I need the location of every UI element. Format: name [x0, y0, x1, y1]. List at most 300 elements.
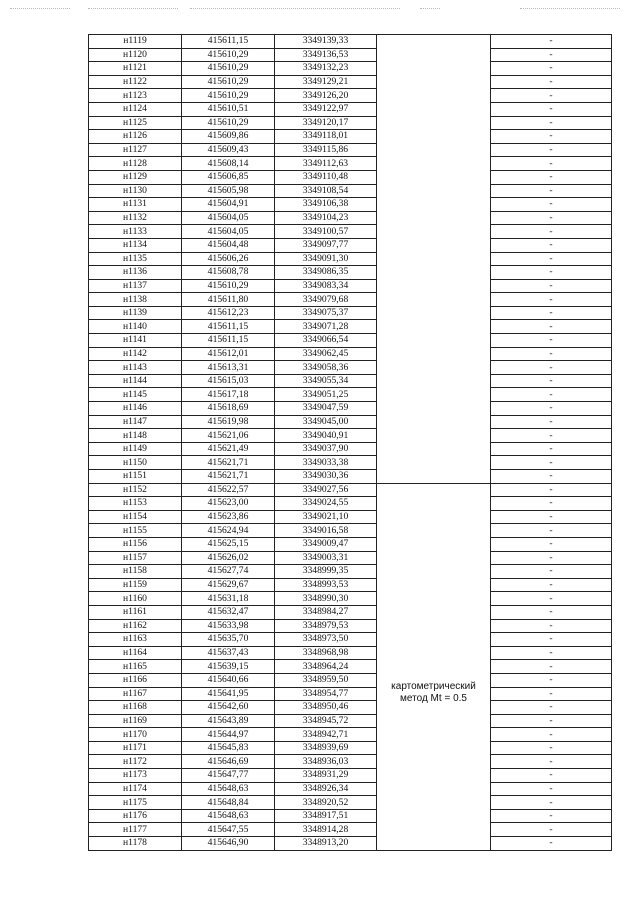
error-cell: - — [491, 48, 612, 62]
table-row — [89, 483, 612, 497]
error-cell: - — [491, 130, 612, 144]
x-coordinate-cell: 415626,02 — [182, 551, 275, 565]
x-coordinate-cell: 415646,69 — [182, 755, 275, 769]
point-number-cell: н1161 — [89, 605, 182, 619]
point-number-cell: н1126 — [89, 130, 182, 144]
x-coordinate-cell: 415637,43 — [182, 646, 275, 660]
y-coordinate-cell: 3349027,56 — [275, 483, 377, 497]
error-cell: - — [491, 497, 612, 511]
table-row — [89, 769, 612, 783]
error-cell: - — [491, 769, 612, 783]
x-coordinate-cell: 415644,97 — [182, 728, 275, 742]
error-cell: - — [491, 714, 612, 728]
point-number-cell: н1165 — [89, 660, 182, 674]
y-coordinate-cell: 3349100,57 — [275, 225, 377, 239]
y-coordinate-cell: 3349045,00 — [275, 415, 377, 429]
error-cell: - — [491, 578, 612, 592]
table-row — [89, 429, 612, 443]
point-number-cell: н1130 — [89, 184, 182, 198]
x-coordinate-cell: 415629,67 — [182, 578, 275, 592]
y-coordinate-cell: 3349062,45 — [275, 347, 377, 361]
y-coordinate-cell: 3349118,01 — [275, 130, 377, 144]
method-cell: картометрический метод Mt = 0.5 — [377, 483, 491, 850]
error-cell: - — [491, 429, 612, 443]
y-coordinate-cell: 3348914,28 — [275, 823, 377, 837]
method-cell-empty — [377, 35, 491, 484]
x-coordinate-cell: 415627,74 — [182, 565, 275, 579]
point-number-cell: н1120 — [89, 48, 182, 62]
y-coordinate-cell: 3348913,20 — [275, 837, 377, 851]
point-number-cell: н1151 — [89, 470, 182, 484]
point-number-cell: н1158 — [89, 565, 182, 579]
table-row — [89, 673, 612, 687]
error-cell: - — [491, 510, 612, 524]
y-coordinate-cell: 3349108,54 — [275, 184, 377, 198]
y-coordinate-cell: 3349086,35 — [275, 266, 377, 280]
point-number-cell: н1153 — [89, 497, 182, 511]
point-number-cell: н1150 — [89, 456, 182, 470]
x-coordinate-cell: 415610,29 — [182, 48, 275, 62]
x-coordinate-cell: 415611,15 — [182, 35, 275, 49]
x-coordinate-cell: 415641,95 — [182, 687, 275, 701]
error-cell: - — [491, 102, 612, 116]
error-cell: - — [491, 660, 612, 674]
x-coordinate-cell: 415618,69 — [182, 402, 275, 416]
x-coordinate-cell: 415621,06 — [182, 429, 275, 443]
point-number-cell: н1142 — [89, 347, 182, 361]
point-number-cell: н1125 — [89, 116, 182, 130]
table-row — [89, 741, 612, 755]
x-coordinate-cell: 415612,01 — [182, 347, 275, 361]
y-coordinate-cell: 3348964,24 — [275, 660, 377, 674]
error-cell: - — [491, 524, 612, 538]
point-number-cell: н1144 — [89, 374, 182, 388]
x-coordinate-cell: 415611,80 — [182, 293, 275, 307]
error-cell: - — [491, 252, 612, 266]
error-cell: - — [491, 823, 612, 837]
error-cell: - — [491, 306, 612, 320]
table-row — [89, 293, 612, 307]
point-number-cell: н1138 — [89, 293, 182, 307]
table-row — [89, 633, 612, 647]
y-coordinate-cell: 3348959,50 — [275, 673, 377, 687]
y-coordinate-cell: 3349037,90 — [275, 442, 377, 456]
table-row — [89, 116, 612, 130]
x-coordinate-cell: 415612,23 — [182, 306, 275, 320]
point-number-cell: н1178 — [89, 837, 182, 851]
error-cell: - — [491, 293, 612, 307]
y-coordinate-cell: 3349040,91 — [275, 429, 377, 443]
error-cell: - — [491, 361, 612, 375]
y-coordinate-cell: 3349106,38 — [275, 198, 377, 212]
x-coordinate-cell: 415605,98 — [182, 184, 275, 198]
error-cell: - — [491, 470, 612, 484]
point-number-cell: н1163 — [89, 633, 182, 647]
y-coordinate-cell: 3349003,31 — [275, 551, 377, 565]
coordinates-table-body — [89, 35, 612, 851]
x-coordinate-cell: 415610,29 — [182, 62, 275, 76]
error-cell: - — [491, 347, 612, 361]
table-row — [89, 252, 612, 266]
x-coordinate-cell: 415647,77 — [182, 769, 275, 783]
error-cell: - — [491, 701, 612, 715]
x-coordinate-cell: 415615,03 — [182, 374, 275, 388]
point-number-cell: н1141 — [89, 334, 182, 348]
table-row — [89, 157, 612, 171]
error-cell: - — [491, 388, 612, 402]
point-number-cell: н1122 — [89, 75, 182, 89]
table-row — [89, 809, 612, 823]
point-number-cell: н1168 — [89, 701, 182, 715]
point-number-cell: н1171 — [89, 741, 182, 755]
x-coordinate-cell: 415604,05 — [182, 225, 275, 239]
point-number-cell: н1156 — [89, 537, 182, 551]
x-coordinate-cell: 415604,48 — [182, 238, 275, 252]
y-coordinate-cell: 3348917,51 — [275, 809, 377, 823]
y-coordinate-cell: 3349030,36 — [275, 470, 377, 484]
error-cell: - — [491, 415, 612, 429]
x-coordinate-cell: 415631,18 — [182, 592, 275, 606]
y-coordinate-cell: 3349047,59 — [275, 402, 377, 416]
point-number-cell: н1145 — [89, 388, 182, 402]
error-cell: - — [491, 116, 612, 130]
x-coordinate-cell: 415646,90 — [182, 837, 275, 851]
y-coordinate-cell: 3348936,03 — [275, 755, 377, 769]
point-number-cell: н1167 — [89, 687, 182, 701]
table-row — [89, 388, 612, 402]
table-row — [89, 551, 612, 565]
x-coordinate-cell: 415639,15 — [182, 660, 275, 674]
error-cell: - — [491, 266, 612, 280]
y-coordinate-cell: 3348920,52 — [275, 796, 377, 810]
error-cell: - — [491, 89, 612, 103]
x-coordinate-cell: 415621,71 — [182, 456, 275, 470]
x-coordinate-cell: 415610,29 — [182, 279, 275, 293]
error-cell: - — [491, 211, 612, 225]
error-cell: - — [491, 143, 612, 157]
table-row — [89, 361, 612, 375]
table-row — [89, 524, 612, 538]
point-number-cell: н1147 — [89, 415, 182, 429]
table-row — [89, 687, 612, 701]
y-coordinate-cell: 3349122,97 — [275, 102, 377, 116]
x-coordinate-cell: 415648,63 — [182, 782, 275, 796]
error-cell: - — [491, 687, 612, 701]
table-row — [89, 211, 612, 225]
x-coordinate-cell: 415606,85 — [182, 170, 275, 184]
point-number-cell: н1166 — [89, 673, 182, 687]
error-cell: - — [491, 755, 612, 769]
x-coordinate-cell: 415640,66 — [182, 673, 275, 687]
table-row — [89, 266, 612, 280]
table-row — [89, 537, 612, 551]
table-row — [89, 619, 612, 633]
x-coordinate-cell: 415632,47 — [182, 605, 275, 619]
y-coordinate-cell: 3349016,58 — [275, 524, 377, 538]
error-cell: - — [491, 402, 612, 416]
error-cell: - — [491, 225, 612, 239]
error-cell: - — [491, 456, 612, 470]
x-coordinate-cell: 415609,43 — [182, 143, 275, 157]
x-coordinate-cell: 415604,05 — [182, 211, 275, 225]
table-row — [89, 510, 612, 524]
x-coordinate-cell: 415610,29 — [182, 89, 275, 103]
table-row — [89, 238, 612, 252]
point-number-cell: н1160 — [89, 592, 182, 606]
x-coordinate-cell: 415621,49 — [182, 442, 275, 456]
error-cell: - — [491, 728, 612, 742]
x-coordinate-cell: 415645,83 — [182, 741, 275, 755]
table-row — [89, 415, 612, 429]
x-coordinate-cell: 415609,86 — [182, 130, 275, 144]
error-cell: - — [491, 35, 612, 49]
table-row — [89, 782, 612, 796]
point-number-cell: н1174 — [89, 782, 182, 796]
table-row — [89, 35, 612, 49]
error-cell: - — [491, 796, 612, 810]
y-coordinate-cell: 3349126,20 — [275, 89, 377, 103]
point-number-cell: н1177 — [89, 823, 182, 837]
table-row — [89, 402, 612, 416]
x-coordinate-cell: 415610,29 — [182, 116, 275, 130]
y-coordinate-cell: 3349104,23 — [275, 211, 377, 225]
point-number-cell: н1139 — [89, 306, 182, 320]
error-cell: - — [491, 374, 612, 388]
table-row — [89, 75, 612, 89]
x-coordinate-cell: 415608,14 — [182, 157, 275, 171]
y-coordinate-cell: 3348979,53 — [275, 619, 377, 633]
scan-header-marks — [0, 6, 640, 12]
y-coordinate-cell: 3349079,68 — [275, 293, 377, 307]
y-coordinate-cell: 3349021,10 — [275, 510, 377, 524]
x-coordinate-cell: 415621,71 — [182, 470, 275, 484]
y-coordinate-cell: 3349058,36 — [275, 361, 377, 375]
error-cell: - — [491, 633, 612, 647]
x-coordinate-cell: 415642,60 — [182, 701, 275, 715]
y-coordinate-cell: 3349083,34 — [275, 279, 377, 293]
y-coordinate-cell: 3349051,25 — [275, 388, 377, 402]
y-coordinate-cell: 3349009,47 — [275, 537, 377, 551]
point-number-cell: н1157 — [89, 551, 182, 565]
x-coordinate-cell: 415611,15 — [182, 334, 275, 348]
x-coordinate-cell: 415647,55 — [182, 823, 275, 837]
x-coordinate-cell: 415623,00 — [182, 497, 275, 511]
error-cell: - — [491, 551, 612, 565]
x-coordinate-cell: 415617,18 — [182, 388, 275, 402]
y-coordinate-cell: 3348942,71 — [275, 728, 377, 742]
error-cell: - — [491, 334, 612, 348]
point-number-cell: н1128 — [89, 157, 182, 171]
table-row — [89, 225, 612, 239]
x-coordinate-cell: 415622,57 — [182, 483, 275, 497]
point-number-cell: н1127 — [89, 143, 182, 157]
point-number-cell: н1131 — [89, 198, 182, 212]
error-cell: - — [491, 483, 612, 497]
y-coordinate-cell: 3348973,50 — [275, 633, 377, 647]
error-cell: - — [491, 537, 612, 551]
x-coordinate-cell: 415610,29 — [182, 75, 275, 89]
table-row — [89, 143, 612, 157]
y-coordinate-cell: 3348926,34 — [275, 782, 377, 796]
table-row — [89, 646, 612, 660]
point-number-cell: н1169 — [89, 714, 182, 728]
error-cell: - — [491, 605, 612, 619]
y-coordinate-cell: 3349055,34 — [275, 374, 377, 388]
table-row — [89, 701, 612, 715]
point-number-cell: н1152 — [89, 483, 182, 497]
table-row — [89, 660, 612, 674]
x-coordinate-cell: 415611,15 — [182, 320, 275, 334]
y-coordinate-cell: 3349139,33 — [275, 35, 377, 49]
table-row — [89, 565, 612, 579]
table-row — [89, 755, 612, 769]
y-coordinate-cell: 3349110,48 — [275, 170, 377, 184]
point-number-cell: н1136 — [89, 266, 182, 280]
error-cell: - — [491, 782, 612, 796]
error-cell: - — [491, 238, 612, 252]
table-row — [89, 497, 612, 511]
y-coordinate-cell: 3349112,63 — [275, 157, 377, 171]
y-coordinate-cell: 3348993,53 — [275, 578, 377, 592]
point-number-cell: н1119 — [89, 35, 182, 49]
x-coordinate-cell: 415643,89 — [182, 714, 275, 728]
error-cell: - — [491, 442, 612, 456]
y-coordinate-cell: 3349024,55 — [275, 497, 377, 511]
point-number-cell: н1121 — [89, 62, 182, 76]
y-coordinate-cell: 3349129,21 — [275, 75, 377, 89]
table-row — [89, 306, 612, 320]
point-number-cell: н1173 — [89, 769, 182, 783]
point-number-cell: н1143 — [89, 361, 182, 375]
error-cell: - — [491, 62, 612, 76]
y-coordinate-cell: 3348945,72 — [275, 714, 377, 728]
x-coordinate-cell: 415633,98 — [182, 619, 275, 633]
y-coordinate-cell: 3349136,53 — [275, 48, 377, 62]
error-cell: - — [491, 837, 612, 851]
table-row — [89, 823, 612, 837]
point-number-cell: н1149 — [89, 442, 182, 456]
y-coordinate-cell: 3349071,28 — [275, 320, 377, 334]
error-cell: - — [491, 809, 612, 823]
x-coordinate-cell: 415619,98 — [182, 415, 275, 429]
error-cell: - — [491, 170, 612, 184]
table-row — [89, 62, 612, 76]
x-coordinate-cell: 415608,78 — [182, 266, 275, 280]
error-cell: - — [491, 646, 612, 660]
x-coordinate-cell: 415648,63 — [182, 809, 275, 823]
table-row — [89, 334, 612, 348]
y-coordinate-cell: 3349033,38 — [275, 456, 377, 470]
error-cell: - — [491, 673, 612, 687]
table-row — [89, 605, 612, 619]
point-number-cell: н1159 — [89, 578, 182, 592]
error-cell: - — [491, 198, 612, 212]
error-cell: - — [491, 279, 612, 293]
table-row — [89, 578, 612, 592]
point-number-cell: н1175 — [89, 796, 182, 810]
point-number-cell: н1124 — [89, 102, 182, 116]
point-number-cell: н1133 — [89, 225, 182, 239]
y-coordinate-cell: 3349120,17 — [275, 116, 377, 130]
table-row — [89, 470, 612, 484]
table-row — [89, 320, 612, 334]
x-coordinate-cell: 415625,15 — [182, 537, 275, 551]
point-number-cell: н1146 — [89, 402, 182, 416]
coordinates-table — [88, 34, 612, 851]
error-cell: - — [491, 565, 612, 579]
y-coordinate-cell: 3349075,37 — [275, 306, 377, 320]
table-row — [89, 102, 612, 116]
table-row — [89, 279, 612, 293]
table-row — [89, 184, 612, 198]
error-cell: - — [491, 75, 612, 89]
x-coordinate-cell: 415613,31 — [182, 361, 275, 375]
point-number-cell: н1134 — [89, 238, 182, 252]
table-row — [89, 89, 612, 103]
y-coordinate-cell: 3349091,30 — [275, 252, 377, 266]
point-number-cell: н1164 — [89, 646, 182, 660]
y-coordinate-cell: 3348954,77 — [275, 687, 377, 701]
y-coordinate-cell: 3348984,27 — [275, 605, 377, 619]
point-number-cell: н1148 — [89, 429, 182, 443]
point-number-cell: н1140 — [89, 320, 182, 334]
y-coordinate-cell: 3349115,86 — [275, 143, 377, 157]
point-number-cell: н1176 — [89, 809, 182, 823]
table-row — [89, 837, 612, 851]
error-cell: - — [491, 320, 612, 334]
error-cell: - — [491, 741, 612, 755]
error-cell: - — [491, 184, 612, 198]
y-coordinate-cell: 3348950,46 — [275, 701, 377, 715]
table-row — [89, 796, 612, 810]
error-cell: - — [491, 619, 612, 633]
point-number-cell: н1162 — [89, 619, 182, 633]
y-coordinate-cell: 3348939,69 — [275, 741, 377, 755]
table-row — [89, 347, 612, 361]
table-row — [89, 170, 612, 184]
point-number-cell: н1129 — [89, 170, 182, 184]
point-number-cell: н1137 — [89, 279, 182, 293]
point-number-cell: н1154 — [89, 510, 182, 524]
x-coordinate-cell: 415648,84 — [182, 796, 275, 810]
point-number-cell: н1132 — [89, 211, 182, 225]
point-number-cell: н1172 — [89, 755, 182, 769]
table-row — [89, 130, 612, 144]
table-row — [89, 728, 612, 742]
y-coordinate-cell: 3348968,98 — [275, 646, 377, 660]
x-coordinate-cell: 415606,26 — [182, 252, 275, 266]
table-row — [89, 198, 612, 212]
y-coordinate-cell: 3348990,30 — [275, 592, 377, 606]
point-number-cell: н1123 — [89, 89, 182, 103]
x-coordinate-cell: 415604,91 — [182, 198, 275, 212]
y-coordinate-cell: 3349097,77 — [275, 238, 377, 252]
table-row — [89, 48, 612, 62]
x-coordinate-cell: 415624,94 — [182, 524, 275, 538]
point-number-cell: н1170 — [89, 728, 182, 742]
table-row — [89, 442, 612, 456]
table-row — [89, 456, 612, 470]
table-row — [89, 714, 612, 728]
y-coordinate-cell: 3348931,29 — [275, 769, 377, 783]
y-coordinate-cell: 3349132,23 — [275, 62, 377, 76]
point-number-cell: н1155 — [89, 524, 182, 538]
error-cell: - — [491, 592, 612, 606]
x-coordinate-cell: 415623,86 — [182, 510, 275, 524]
error-cell: - — [491, 157, 612, 171]
x-coordinate-cell: 415635,70 — [182, 633, 275, 647]
x-coordinate-cell: 415610,51 — [182, 102, 275, 116]
